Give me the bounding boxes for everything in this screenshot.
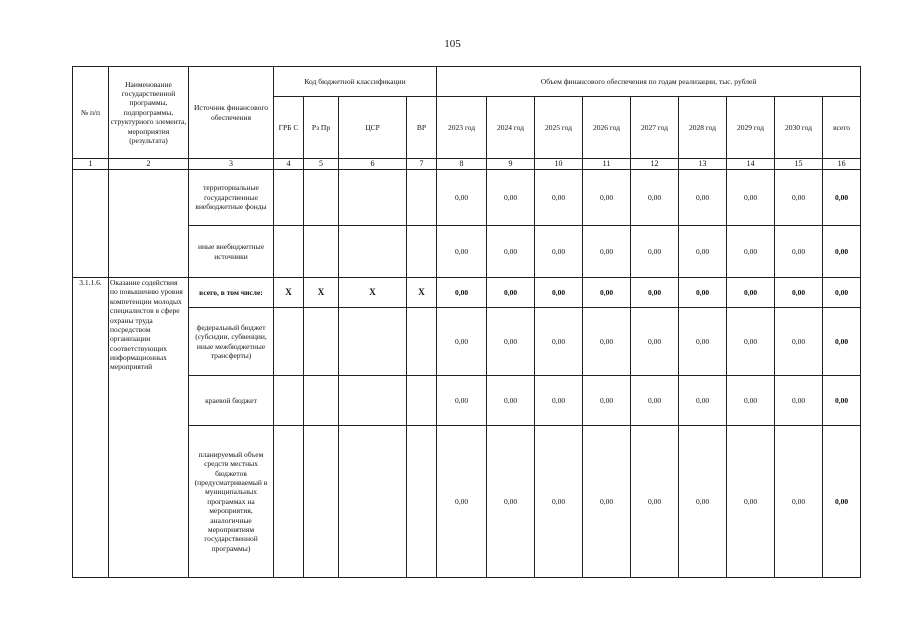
header-total: всего <box>823 97 861 159</box>
column-numbers-row <box>73 159 861 170</box>
value-cell: 0,00 <box>631 376 679 426</box>
total-cell: 0,00 <box>823 278 861 308</box>
value-cell: 0,00 <box>583 170 631 226</box>
value-cell: 0,00 <box>487 426 535 578</box>
col-number: 11 <box>583 159 631 170</box>
value-cell: 0,00 <box>535 170 583 226</box>
value-cell: 0,00 <box>437 308 487 376</box>
value-cell: 0,00 <box>437 226 487 278</box>
value-cell: 0,00 <box>437 426 487 578</box>
value-cell: 0,00 <box>679 376 727 426</box>
item-number: 3.1.1.6. <box>73 278 109 578</box>
header-2027: 2027 год <box>631 97 679 159</box>
value-cell: 0,00 <box>727 278 775 308</box>
value-cell: 0,00 <box>727 226 775 278</box>
value-cell: 0,00 <box>775 278 823 308</box>
value-cell: 0,00 <box>535 376 583 426</box>
table-row <box>73 170 861 226</box>
col-number: 15 <box>775 159 823 170</box>
value-cell: 0,00 <box>487 226 535 278</box>
header-2030: 2030 год <box>775 97 823 159</box>
header-rzpr: Рз Пр <box>304 97 339 159</box>
col-number: 5 <box>304 159 339 170</box>
value-cell: 0,00 <box>583 376 631 426</box>
value-cell: 0,00 <box>583 308 631 376</box>
col-number: 2 <box>109 159 189 170</box>
value-cell: 0,00 <box>727 376 775 426</box>
vr-cell: Х <box>407 278 437 308</box>
value-cell: 0,00 <box>487 170 535 226</box>
value-cell: 0,00 <box>583 426 631 578</box>
value-cell: 0,00 <box>631 226 679 278</box>
value-cell: 0,00 <box>631 308 679 376</box>
col-number: 9 <box>487 159 535 170</box>
value-cell: 0,00 <box>487 376 535 426</box>
value-cell: 0,00 <box>727 308 775 376</box>
header-volume: Объем финансового обеспечения по годам реализации, тыс. рублей <box>437 67 861 97</box>
total-cell: 0,00 <box>823 426 861 578</box>
col-number: 1 <box>73 159 109 170</box>
value-cell: 0,00 <box>535 226 583 278</box>
value-cell: 0,00 <box>679 170 727 226</box>
value-cell: 0,00 <box>631 170 679 226</box>
col-number: 8 <box>437 159 487 170</box>
table-row <box>73 226 861 278</box>
source-cell: иные внебюджетные источники <box>189 226 274 278</box>
col-number: 10 <box>535 159 583 170</box>
col-number: 14 <box>727 159 775 170</box>
source-cell: территориальные государственные внебюджетные фонды <box>189 170 274 226</box>
header-source: Источник финансового обеспечения <box>189 67 274 159</box>
value-cell: 0,00 <box>631 426 679 578</box>
value-cell: 0,00 <box>775 426 823 578</box>
header-no: № п/п <box>73 67 109 159</box>
csr-cell: Х <box>339 278 407 308</box>
value-cell: 0,00 <box>535 278 583 308</box>
value-cell: 0,00 <box>583 278 631 308</box>
value-cell: 0,00 <box>727 426 775 578</box>
col-number: 6 <box>339 159 407 170</box>
grbs-cell: Х <box>274 278 304 308</box>
total-cell: 0,00 <box>823 308 861 376</box>
value-cell: 0,00 <box>679 278 727 308</box>
header-vr: ВР <box>407 97 437 159</box>
value-cell: 0,00 <box>727 170 775 226</box>
source-cell: федеральный бюджет (субсидии, субвенции, иные межбюджетные трансферты) <box>189 308 274 376</box>
total-cell: 0,00 <box>823 226 861 278</box>
empty-cell <box>109 170 189 278</box>
finance-table <box>72 66 861 578</box>
value-cell: 0,00 <box>535 308 583 376</box>
value-cell: 0,00 <box>487 278 535 308</box>
value-cell: 0,00 <box>775 308 823 376</box>
header-2028: 2028 год <box>679 97 727 159</box>
col-number: 4 <box>274 159 304 170</box>
source-cell: краевой бюджет <box>189 376 274 426</box>
header-2025: 2025 год <box>535 97 583 159</box>
value-cell: 0,00 <box>775 226 823 278</box>
total-cell: 0,00 <box>823 170 861 226</box>
value-cell: 0,00 <box>679 308 727 376</box>
value-cell: 0,00 <box>583 226 631 278</box>
header-csr: ЦСР <box>339 97 407 159</box>
col-number: 7 <box>407 159 437 170</box>
value-cell: 0,00 <box>437 170 487 226</box>
value-cell: 0,00 <box>631 278 679 308</box>
header-2026: 2026 год <box>583 97 631 159</box>
page-number: 105 <box>444 38 461 50</box>
table-row <box>73 278 861 308</box>
rzpr-cell: Х <box>304 278 339 308</box>
header-name: Наименование государственной программы, подпрограммы, структурного элемента, мероприятия (результата) <box>109 67 189 159</box>
value-cell: 0,00 <box>775 170 823 226</box>
col-number: 13 <box>679 159 727 170</box>
table-row <box>73 308 861 376</box>
value-cell: 0,00 <box>679 226 727 278</box>
value-cell: 0,00 <box>437 278 487 308</box>
source-cell: всего, в том числе: <box>189 278 274 308</box>
source-cell: планируемый объем средств местных бюджетов (предусматриваемый в муниципальных программах на мероприятия, аналогичные мероприятиям государственной программы) <box>189 426 274 578</box>
value-cell: 0,00 <box>437 376 487 426</box>
table-row <box>73 376 861 426</box>
header-budget-code: Код бюджетной классификации <box>274 67 437 97</box>
value-cell: 0,00 <box>487 308 535 376</box>
col-number: 12 <box>631 159 679 170</box>
header-2029: 2029 год <box>727 97 775 159</box>
table-row <box>73 426 861 578</box>
item-name: Оказание содействия по повышению уровня компетенции молодых специалистов в сфере охраны труда посредством организации соответствующих информационных мероприятий <box>109 278 189 578</box>
col-number: 3 <box>189 159 274 170</box>
col-number: 16 <box>823 159 861 170</box>
empty-cell <box>73 170 109 278</box>
value-cell: 0,00 <box>775 376 823 426</box>
value-cell: 0,00 <box>679 426 727 578</box>
value-cell: 0,00 <box>535 426 583 578</box>
header-2024: 2024 год <box>487 97 535 159</box>
header-2023: 2023 год <box>437 97 487 159</box>
header-grbs: ГРБ С <box>274 97 304 159</box>
total-cell: 0,00 <box>823 376 861 426</box>
